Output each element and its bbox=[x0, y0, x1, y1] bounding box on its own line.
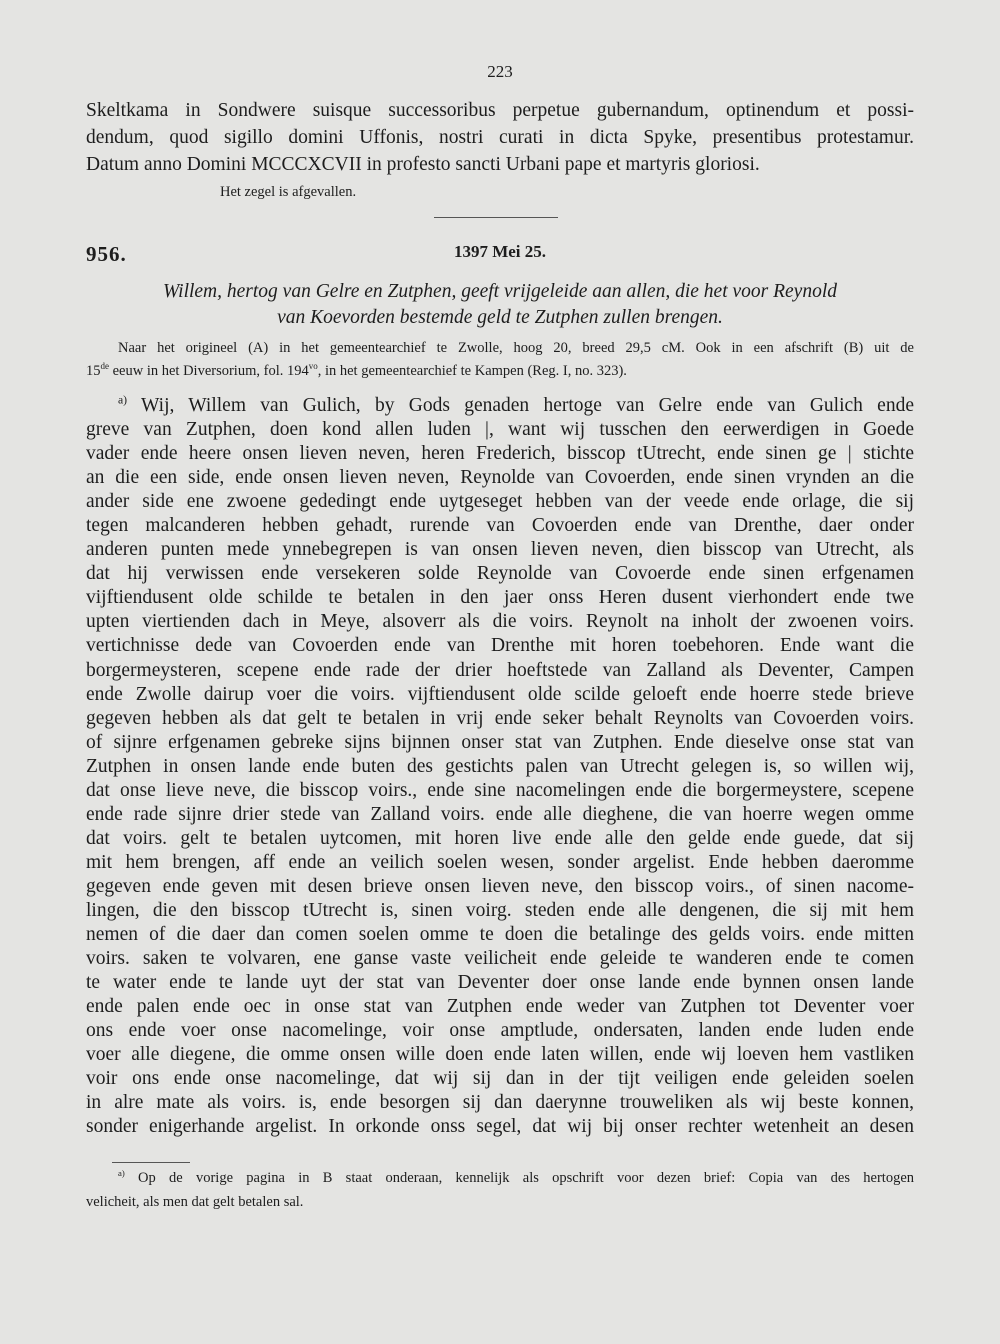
charter-line: lingen, die den bisscop tUtrecht is, sinen voirg. steden ende alle dengenen, die sij mit hem bbox=[86, 900, 914, 921]
summary-line: van Koevorden bestemde geld te Zutphen zullen brengen. bbox=[277, 307, 723, 328]
charter-line: Zutphen in onsen lande ende buten des gestichts palen van Utrecht gelegen is, so willen wij, bbox=[86, 755, 914, 777]
charter-line: borgermeysteren, scepene ende rade der drier hoeftstede van Zalland als Deventer, Campen bbox=[86, 659, 914, 681]
charter-line: voir ons ende onse nacomelinge, dat wij sij dan in der tijt veiligen ende geleiden soelen bbox=[86, 1068, 914, 1090]
charter-line: nemen of die daer dan comen soelen omme te doen die betalinge des gelds voirs. ende mitten bbox=[86, 924, 914, 946]
continuation-line: Skeltkama in Sondwere suisque successoribus perpetue gubernandum, optinendum et possi- bbox=[86, 100, 914, 121]
charter-line: vijftiendusent olde schilde te betalen in den jaer onss Heren dusent vierhondert ende twe bbox=[86, 587, 914, 609]
summary-line: Willem, hertog van Gelre en Zutphen, geeft vrijgeleide aan allen, die het voor Reynold bbox=[162, 281, 838, 302]
section-divider bbox=[434, 217, 558, 218]
entry-date: 1397 Mei 25. bbox=[453, 242, 547, 261]
charter-line: anderen punten mede ynnebegrepen is van onsen lieven neven, dien bisscop van Utrecht, als bbox=[86, 539, 914, 561]
charter-line: of sijnre erfgenamen gebreke sijns bijnnen onser stat van Zutphen. Ende dieselve onse stat van bbox=[86, 731, 914, 753]
charter-line: dat onse lieve neve, die bisscop voirs., ende sine nacomelingen ende die borgermeystere, scepene bbox=[86, 779, 914, 801]
charter-line: greve van Zutphen, doen kond allen luden |, want wij tusschen den eerwerdigen in Goede bbox=[86, 419, 914, 440]
footnote-line-2: velicheit, als men dat gelt betalen sal. bbox=[86, 1194, 304, 1210]
charter-line: ende Zwolle dairup voer die voirs. vijftiendusent olde scilde geloeft ende hoerre stede brieve bbox=[86, 683, 914, 705]
charter-line: vader ende heere onsen lieven neven, heren Frederich, bisscop tUtrecht, ende sinen ge | stichte bbox=[86, 443, 914, 465]
charter-line: upten viertienden dach in Meye, alsoverr als die voirs. Reynolt na inholt der zwoenen voirs. bbox=[86, 611, 914, 633]
source-note-line-1: Naar het origineel (A) in het gemeentearchief te Zwolle, hoog 20, breed 29,5 cM. Ook in een afschrift (B) uit de bbox=[118, 340, 914, 356]
charter-text-first-line: $^{a)}$ Wij, Willem van Gulich, by Gods genaden hertoge van Gelre ende van Gulich ende bbox=[118, 393, 914, 416]
charter-line: gegeven ende geven mit desen brieve onsen lieven neve, den bisscop voirs., of sinen nacome- bbox=[86, 875, 914, 897]
charter-line: in alre mate als voirs. is, ende besorgen sij dan daerynne trouweliken als wij beste konnen, bbox=[86, 1092, 914, 1114]
footnote-reference: a) bbox=[118, 393, 128, 407]
charter-line: an die een side, ende onsen lieven neven, Reynolde van Covoerden, ende sinen vrynden an die bbox=[86, 467, 914, 489]
charter-line: voirs. saken te volvaren, ene ganse vaste veilicheit ende geleide te wanderen ende te comen bbox=[86, 948, 914, 970]
charter-line: dat hij verwissen ende versekeren solde Reynolde van Covoerde ende sinen erfgenamen bbox=[86, 563, 914, 585]
charter-line: sonder enigerhande argelist. In orkonde onss segel, dat wij bij onser rechter wetenheit an desen bbox=[86, 1116, 914, 1138]
charter-line: ende palen ende oec in onse stat van Zutphen ende weder van Zutphen tot Deventer voer bbox=[86, 996, 914, 1018]
footnote-divider bbox=[112, 1162, 190, 1163]
entry-number: 956. bbox=[86, 242, 127, 266]
continuation-line: Datum anno Domini MCCCXCVII in profesto sancti Urbani pape et martyris gloriosi. bbox=[86, 154, 760, 175]
charter-line: mit hem brengen, aff ende an veilich soelen wesen, sonder argelist. Ende hebben daeromme bbox=[86, 851, 914, 873]
charter-line: dat voirs. gelt te betalen uytcomen, mit horen live ende alle den gelde ende guede, dat sij bbox=[86, 827, 914, 849]
charter-line: ende rade sijnre drier stede van Zalland voirs. ende alle dieghene, die van hoerre wegen omme bbox=[86, 803, 914, 825]
charter-line: voer alle diegene, die omme onsen wille doen ende laten willen, ende wij loeven hem vastliken bbox=[86, 1044, 914, 1066]
seal-note: Het zegel is afgevallen. bbox=[220, 184, 357, 200]
charter-line: ons ende voer onse nacomelinge, voir onse amptlude, ondersaten, landen ende luden ende bbox=[86, 1020, 914, 1042]
continuation-line: dendum, quod sigillo domini Uffonis, nostri curati in dicta Spyke, presentibus protestamur. bbox=[86, 127, 914, 148]
charter-line: te water ende te lande uyt der stat van Deventer doer onse lande ende bynnen onsen lande bbox=[86, 972, 914, 994]
footnote-line-1: $^{a)}$ Op de vorige pagina in B staat onderaan, kennelijk als opschrift voor dezen brief: Copia van des hertogen bbox=[118, 1168, 914, 1186]
charter-line: tegen malcanderen hebben gehadt, rurende van Covoerden ende van Drenthe, daer onder bbox=[86, 515, 914, 537]
charter-line: gegeven hebben als dat gelt te betalen in vrij ende seker behalt Reynolts van Covoerden voirs. bbox=[86, 707, 914, 729]
source-note-line-2: 15de eeuw in het Diversorium, fol. $194^{vo}$, in het gemeentearchief te Kampen (Reg. I, no. 323). bbox=[86, 361, 627, 379]
page-number: 223 bbox=[487, 62, 513, 81]
charter-line: ander side ene zwoene gededingt ende uytgeseget hebben van der veede ende orlage, die sij bbox=[86, 491, 914, 513]
charter-line: vertichnisse dede van Covoerden ende van Drenthe mit horen toebehoren. Ende want die bbox=[86, 635, 914, 657]
